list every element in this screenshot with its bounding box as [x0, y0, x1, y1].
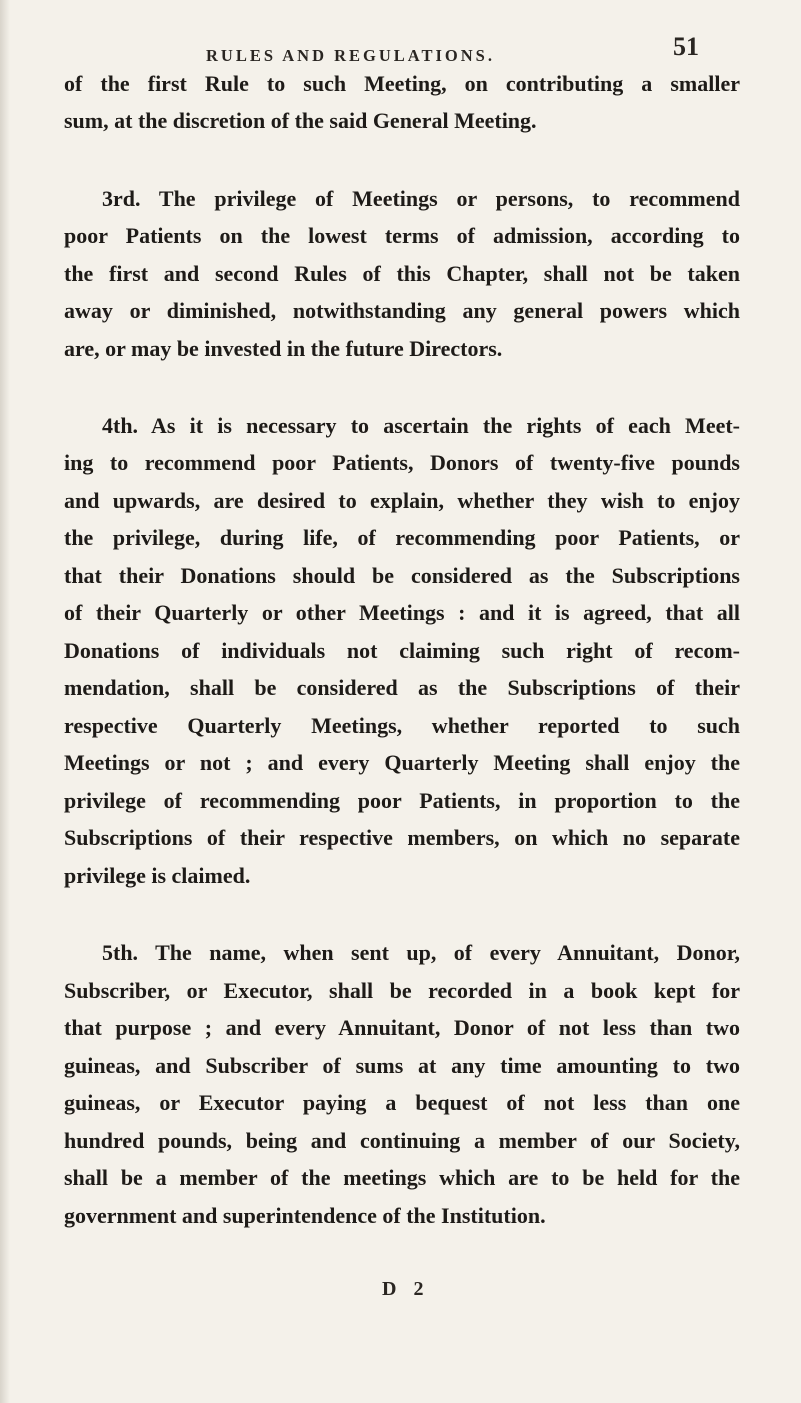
text-line: mendation, shall be considered as the Subscriptions of their — [64, 675, 740, 700]
text-line: the privilege, during life, of recommending poor Patients, or — [64, 525, 740, 550]
text-line: hundred pounds, being and continuing a member of our Society, — [64, 1128, 740, 1153]
page-number: 51 — [673, 32, 699, 61]
text-line: government and superintendence of the Institution. — [64, 1203, 546, 1228]
text-line: are, or may be invested in the future Directors. — [64, 336, 503, 361]
text-line: Meetings or not ; and every Quarterly Meeting shall enjoy the — [64, 750, 740, 775]
text-line: sum, at the discretion of the said General Meeting. — [64, 108, 537, 133]
text-line: Subscriptions of their respective members, on which no separate — [64, 825, 740, 850]
text-line: Subscriber, or Executor, shall be recorded in a book kept for — [64, 978, 740, 1003]
text-line: of their Quarterly or other Meetings : and it is agreed, that all — [64, 600, 740, 625]
text-line: that their Donations should be considered as the Subscriptions — [64, 563, 740, 588]
text-line: 5th. The name, when sent up, of every Annuitant, Donor, — [102, 940, 740, 965]
text-line: that purpose ; and every Annuitant, Donor of not less than two — [64, 1015, 740, 1040]
text-line: guineas, and Subscriber of sums at any time amounting to two — [64, 1053, 740, 1078]
text-line: privilege is claimed. — [64, 863, 251, 888]
text-line: shall be a member of the meetings which are to be held for the — [64, 1165, 740, 1190]
running-head: RULES AND REGULATIONS. — [206, 46, 495, 65]
text-line: Donations of individuals not claiming such right of recom- — [64, 638, 740, 663]
text-line: privilege of recommending poor Patients, in proportion to the — [64, 788, 740, 813]
text-line: 3rd. The privilege of Meetings or persons, to recommend — [102, 186, 740, 211]
text-line: the first and second Rules of this Chapter, shall not be taken — [64, 261, 740, 286]
text-line: guineas, or Executor paying a bequest of not less than one — [64, 1090, 740, 1115]
signature-mark: D 2 — [382, 1278, 430, 1300]
text-line: ing to recommend poor Patients, Donors of twenty-five pounds — [64, 450, 740, 475]
text-line: 4th. As it is necessary to ascertain the rights of each Meet- — [102, 413, 740, 438]
text-line: away or diminished, notwithstanding any general powers which — [64, 298, 740, 323]
text-line: and upwards, are desired to explain, whether they wish to enjoy — [64, 488, 740, 513]
text-line: of the first Rule to such Meeting, on contributing a smaller — [64, 71, 740, 96]
text-line: respective Quarterly Meetings, whether reported to such — [64, 713, 740, 738]
page-edge-shadow — [0, 0, 10, 1403]
text-line: poor Patients on the lowest terms of admission, according to — [64, 223, 740, 248]
